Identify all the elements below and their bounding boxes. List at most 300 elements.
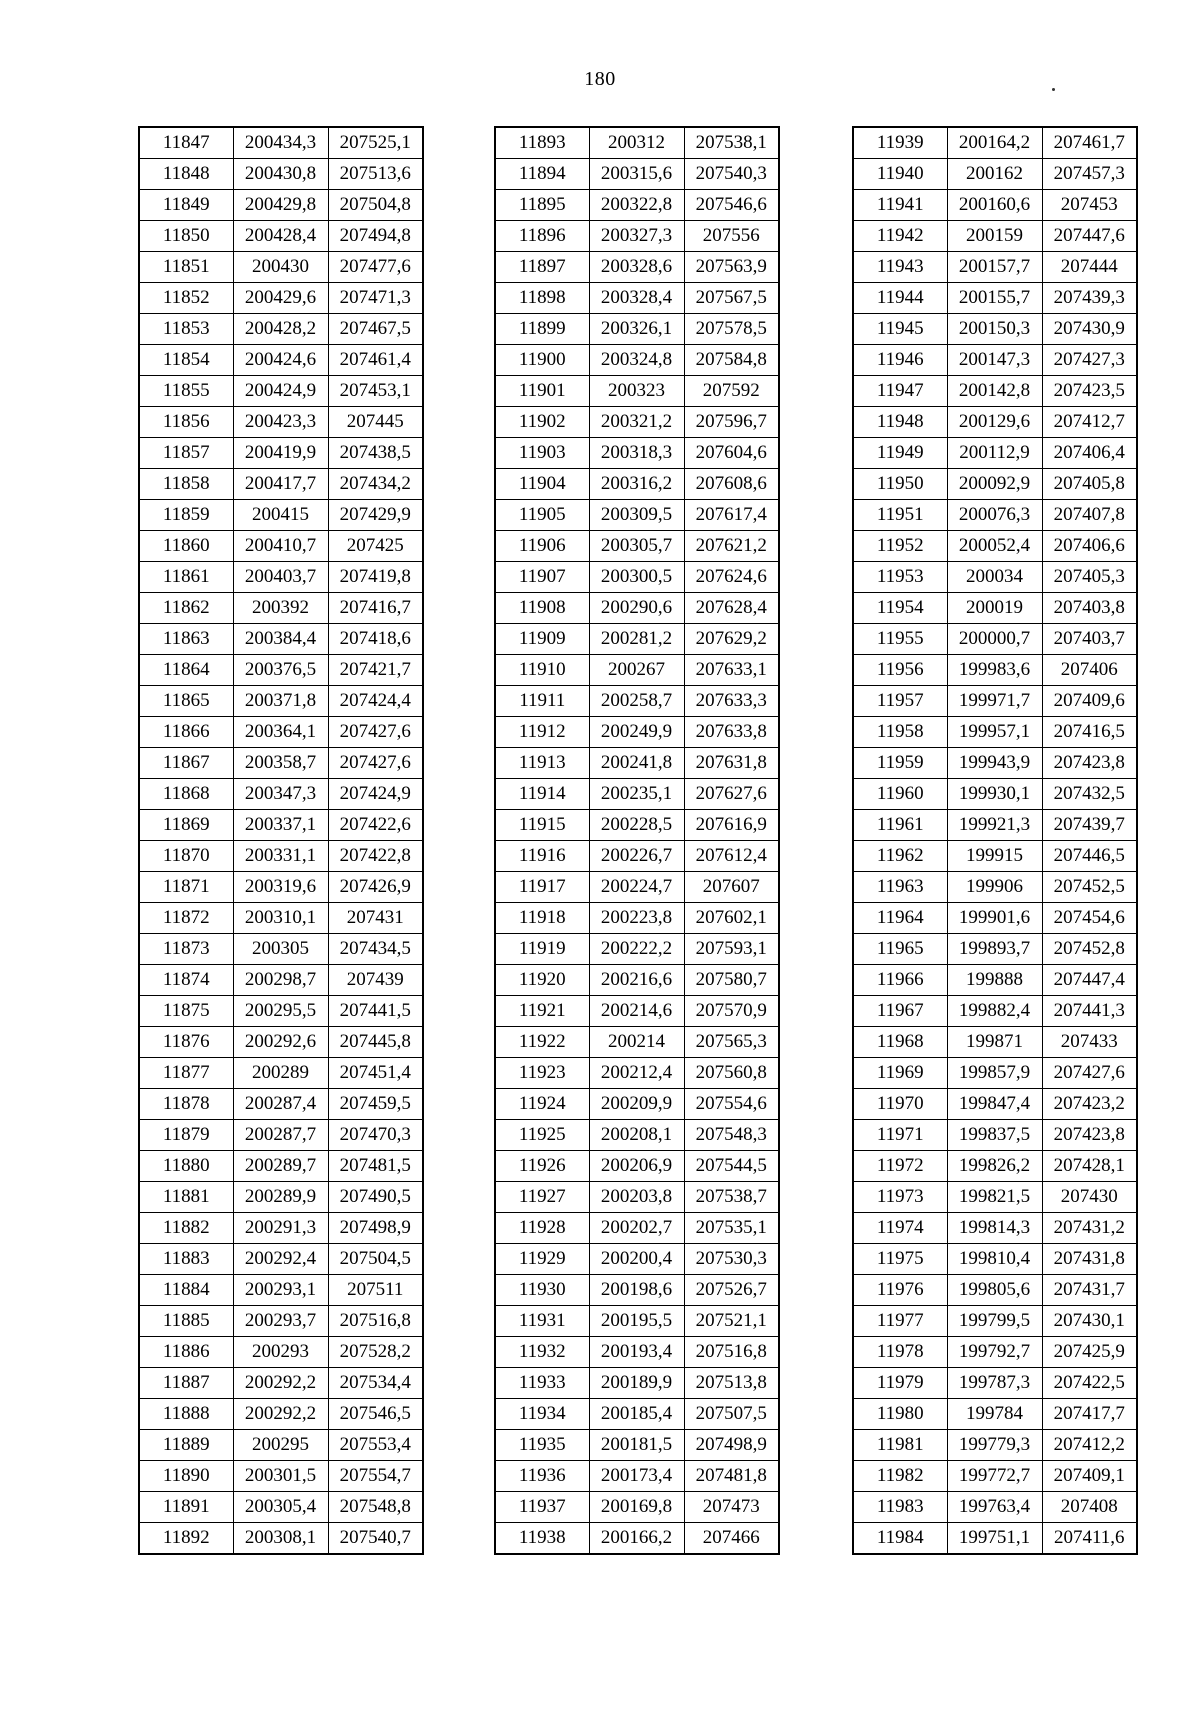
point-number-cell: 11928 — [495, 1213, 589, 1244]
point-number-cell: 11899 — [495, 314, 589, 345]
y-coordinate-cell: 207584,8 — [684, 345, 779, 376]
x-coordinate-cell: 200019 — [947, 593, 1042, 624]
point-number-cell: 11901 — [495, 376, 589, 407]
coordinates-table-2 — [494, 126, 780, 1555]
x-coordinate-cell: 200150,3 — [947, 314, 1042, 345]
table-row — [139, 1182, 423, 1213]
table-row — [853, 1523, 1137, 1555]
x-coordinate-cell: 199893,7 — [947, 934, 1042, 965]
y-coordinate-cell: 207507,5 — [684, 1399, 779, 1430]
point-number-cell: 11968 — [853, 1027, 947, 1058]
x-coordinate-cell: 200326,1 — [589, 314, 684, 345]
table-row — [495, 903, 779, 934]
x-coordinate-cell: 200293,1 — [233, 1275, 328, 1306]
point-number-cell: 11932 — [495, 1337, 589, 1368]
point-number-cell: 11877 — [139, 1058, 233, 1089]
y-coordinate-cell: 207430,1 — [1042, 1306, 1137, 1337]
table-row — [495, 469, 779, 500]
table-row — [495, 1027, 779, 1058]
point-number-cell: 11889 — [139, 1430, 233, 1461]
table-row — [853, 1244, 1137, 1275]
point-number-cell: 11848 — [139, 159, 233, 190]
point-number-cell: 11854 — [139, 345, 233, 376]
y-coordinate-cell: 207430 — [1042, 1182, 1137, 1213]
y-coordinate-cell: 207423,5 — [1042, 376, 1137, 407]
point-number-cell: 11902 — [495, 407, 589, 438]
y-coordinate-cell: 207565,3 — [684, 1027, 779, 1058]
y-coordinate-cell: 207548,3 — [684, 1120, 779, 1151]
x-coordinate-cell: 199810,4 — [947, 1244, 1042, 1275]
x-coordinate-cell: 200267 — [589, 655, 684, 686]
y-coordinate-cell: 207416,5 — [1042, 717, 1137, 748]
table-row — [853, 1213, 1137, 1244]
x-coordinate-cell: 200289,9 — [233, 1182, 328, 1213]
page-number: 180 — [584, 68, 616, 90]
x-coordinate-cell: 200159 — [947, 221, 1042, 252]
x-coordinate-cell: 200164,2 — [947, 127, 1042, 159]
point-number-cell: 11898 — [495, 283, 589, 314]
y-coordinate-cell: 207451,4 — [328, 1058, 423, 1089]
y-coordinate-cell: 207473 — [684, 1492, 779, 1523]
point-number-cell: 11887 — [139, 1368, 233, 1399]
point-number-cell: 11862 — [139, 593, 233, 624]
coordinates-table-3 — [852, 126, 1138, 1555]
y-coordinate-cell: 207471,3 — [328, 283, 423, 314]
x-coordinate-cell: 200209,9 — [589, 1089, 684, 1120]
x-coordinate-cell: 200305,7 — [589, 531, 684, 562]
point-number-cell: 11962 — [853, 841, 947, 872]
x-coordinate-cell: 200347,3 — [233, 779, 328, 810]
y-coordinate-cell: 207438,5 — [328, 438, 423, 469]
point-number-cell: 11894 — [495, 159, 589, 190]
x-coordinate-cell: 200000,7 — [947, 624, 1042, 655]
table-row — [853, 252, 1137, 283]
y-coordinate-cell: 207418,6 — [328, 624, 423, 655]
x-coordinate-cell: 200328,4 — [589, 283, 684, 314]
y-coordinate-cell: 207490,5 — [328, 1182, 423, 1213]
table-row — [139, 1430, 423, 1461]
x-coordinate-cell: 200321,2 — [589, 407, 684, 438]
x-coordinate-cell: 200112,9 — [947, 438, 1042, 469]
table-row — [853, 531, 1137, 562]
table-row — [139, 314, 423, 345]
y-coordinate-cell: 207411,6 — [1042, 1523, 1137, 1555]
x-coordinate-cell: 200292,2 — [233, 1368, 328, 1399]
y-coordinate-cell: 207439 — [328, 965, 423, 996]
x-coordinate-cell: 200337,1 — [233, 810, 328, 841]
point-number-cell: 11867 — [139, 748, 233, 779]
x-coordinate-cell: 200198,6 — [589, 1275, 684, 1306]
y-coordinate-cell: 207633,1 — [684, 655, 779, 686]
table-row — [853, 1337, 1137, 1368]
point-number-cell: 11945 — [853, 314, 947, 345]
x-coordinate-cell: 200200,4 — [589, 1244, 684, 1275]
x-coordinate-cell: 200301,5 — [233, 1461, 328, 1492]
x-coordinate-cell: 200434,3 — [233, 127, 328, 159]
table-row — [495, 221, 779, 252]
point-number-cell: 11876 — [139, 1027, 233, 1058]
point-number-cell: 11948 — [853, 407, 947, 438]
y-coordinate-cell: 207538,7 — [684, 1182, 779, 1213]
table-row — [495, 127, 779, 159]
table-row — [139, 252, 423, 283]
y-coordinate-cell: 207554,6 — [684, 1089, 779, 1120]
table-row — [139, 469, 423, 500]
table-row — [139, 345, 423, 376]
point-number-cell: 11978 — [853, 1337, 947, 1368]
x-coordinate-cell: 200195,5 — [589, 1306, 684, 1337]
x-coordinate-cell: 199805,6 — [947, 1275, 1042, 1306]
point-number-cell: 11907 — [495, 562, 589, 593]
point-number-cell: 11905 — [495, 500, 589, 531]
table-row — [853, 655, 1137, 686]
point-number-cell: 11873 — [139, 934, 233, 965]
x-coordinate-cell: 200193,4 — [589, 1337, 684, 1368]
x-coordinate-cell: 200166,2 — [589, 1523, 684, 1555]
point-number-cell: 11849 — [139, 190, 233, 221]
table-row — [853, 1430, 1137, 1461]
table-row — [853, 717, 1137, 748]
x-coordinate-cell: 200228,5 — [589, 810, 684, 841]
point-number-cell: 11982 — [853, 1461, 947, 1492]
point-number-cell: 11947 — [853, 376, 947, 407]
table-row — [495, 686, 779, 717]
table-row — [139, 655, 423, 686]
y-coordinate-cell: 207461,7 — [1042, 127, 1137, 159]
x-coordinate-cell: 200419,9 — [233, 438, 328, 469]
y-coordinate-cell: 207461,4 — [328, 345, 423, 376]
y-coordinate-cell: 207608,6 — [684, 469, 779, 500]
point-number-cell: 11976 — [853, 1275, 947, 1306]
table-row — [495, 1492, 779, 1523]
x-coordinate-cell: 200316,2 — [589, 469, 684, 500]
point-number-cell: 11969 — [853, 1058, 947, 1089]
y-coordinate-cell: 207629,2 — [684, 624, 779, 655]
point-number-cell: 11857 — [139, 438, 233, 469]
x-coordinate-cell: 200423,3 — [233, 407, 328, 438]
y-coordinate-cell: 207621,2 — [684, 531, 779, 562]
y-coordinate-cell: 207525,1 — [328, 127, 423, 159]
table-row — [495, 438, 779, 469]
table-row — [495, 934, 779, 965]
y-coordinate-cell: 207481,5 — [328, 1151, 423, 1182]
y-coordinate-cell: 207627,6 — [684, 779, 779, 810]
table-row — [139, 438, 423, 469]
table-row — [139, 965, 423, 996]
x-coordinate-cell: 200202,7 — [589, 1213, 684, 1244]
x-coordinate-cell: 200169,8 — [589, 1492, 684, 1523]
y-coordinate-cell: 207570,9 — [684, 996, 779, 1027]
y-coordinate-cell: 207417,7 — [1042, 1399, 1137, 1430]
y-coordinate-cell: 207513,8 — [684, 1368, 779, 1399]
y-coordinate-cell: 207447,4 — [1042, 965, 1137, 996]
table-row — [853, 593, 1137, 624]
x-coordinate-cell: 199921,3 — [947, 810, 1042, 841]
table-row — [495, 779, 779, 810]
y-coordinate-cell: 207433 — [1042, 1027, 1137, 1058]
table-row — [853, 438, 1137, 469]
x-coordinate-cell: 200312 — [589, 127, 684, 159]
x-coordinate-cell: 200371,8 — [233, 686, 328, 717]
point-number-cell: 11954 — [853, 593, 947, 624]
y-coordinate-cell: 207556 — [684, 221, 779, 252]
x-coordinate-cell: 199814,3 — [947, 1213, 1042, 1244]
y-coordinate-cell: 207406,4 — [1042, 438, 1137, 469]
y-coordinate-cell: 207470,3 — [328, 1120, 423, 1151]
point-number-cell: 11872 — [139, 903, 233, 934]
point-number-cell: 11920 — [495, 965, 589, 996]
y-coordinate-cell: 207434,2 — [328, 469, 423, 500]
y-coordinate-cell: 207416,7 — [328, 593, 423, 624]
y-coordinate-cell: 207457,3 — [1042, 159, 1137, 190]
table-row — [139, 1244, 423, 1275]
x-coordinate-cell: 200429,6 — [233, 283, 328, 314]
point-number-cell: 11939 — [853, 127, 947, 159]
point-number-cell: 11870 — [139, 841, 233, 872]
x-coordinate-cell: 200323 — [589, 376, 684, 407]
table-row — [495, 1523, 779, 1555]
y-coordinate-cell: 207633,3 — [684, 686, 779, 717]
point-number-cell: 11973 — [853, 1182, 947, 1213]
x-coordinate-cell: 200403,7 — [233, 562, 328, 593]
x-coordinate-cell: 200430 — [233, 252, 328, 283]
point-number-cell: 11953 — [853, 562, 947, 593]
table-row — [495, 1151, 779, 1182]
table-row — [139, 376, 423, 407]
table-row — [495, 314, 779, 345]
point-number-cell: 11922 — [495, 1027, 589, 1058]
point-number-cell: 11904 — [495, 469, 589, 500]
table-row — [495, 841, 779, 872]
point-number-cell: 11918 — [495, 903, 589, 934]
y-coordinate-cell: 207445,8 — [328, 1027, 423, 1058]
table-row — [495, 1275, 779, 1306]
table-row — [853, 1027, 1137, 1058]
point-number-cell: 11874 — [139, 965, 233, 996]
x-coordinate-cell: 200322,8 — [589, 190, 684, 221]
table-row — [853, 500, 1137, 531]
y-coordinate-cell: 207534,4 — [328, 1368, 423, 1399]
table-row — [495, 1182, 779, 1213]
point-number-cell: 11957 — [853, 686, 947, 717]
table-row — [853, 1399, 1137, 1430]
table-row — [495, 748, 779, 779]
y-coordinate-cell: 207425 — [328, 531, 423, 562]
point-number-cell: 11921 — [495, 996, 589, 1027]
y-coordinate-cell: 207431 — [328, 903, 423, 934]
x-coordinate-cell: 199983,6 — [947, 655, 1042, 686]
table-row — [853, 314, 1137, 345]
x-coordinate-cell: 200287,7 — [233, 1120, 328, 1151]
table-row — [495, 1368, 779, 1399]
y-coordinate-cell: 207511 — [328, 1275, 423, 1306]
x-coordinate-cell: 200052,4 — [947, 531, 1042, 562]
point-number-cell: 11929 — [495, 1244, 589, 1275]
y-coordinate-cell: 207403,7 — [1042, 624, 1137, 655]
table-row — [495, 1213, 779, 1244]
table-row — [853, 469, 1137, 500]
x-coordinate-cell: 200160,6 — [947, 190, 1042, 221]
x-coordinate-cell: 200287,4 — [233, 1089, 328, 1120]
x-coordinate-cell: 199882,4 — [947, 996, 1042, 1027]
x-coordinate-cell: 200142,8 — [947, 376, 1042, 407]
table-row — [853, 686, 1137, 717]
table-row — [139, 779, 423, 810]
point-number-cell: 11975 — [853, 1244, 947, 1275]
y-coordinate-cell: 207427,3 — [1042, 345, 1137, 376]
table-row — [495, 345, 779, 376]
point-number-cell: 11965 — [853, 934, 947, 965]
point-number-cell: 11880 — [139, 1151, 233, 1182]
table-row — [495, 1399, 779, 1430]
table-row — [853, 965, 1137, 996]
y-coordinate-cell: 207477,6 — [328, 252, 423, 283]
x-coordinate-cell: 200310,1 — [233, 903, 328, 934]
table-row — [495, 562, 779, 593]
y-coordinate-cell: 207459,5 — [328, 1089, 423, 1120]
point-number-cell: 11908 — [495, 593, 589, 624]
y-coordinate-cell: 207409,6 — [1042, 686, 1137, 717]
y-coordinate-cell: 207544,5 — [684, 1151, 779, 1182]
point-number-cell: 11885 — [139, 1306, 233, 1337]
point-number-cell: 11864 — [139, 655, 233, 686]
point-number-cell: 11883 — [139, 1244, 233, 1275]
x-coordinate-cell: 199792,7 — [947, 1337, 1042, 1368]
y-coordinate-cell: 207424,4 — [328, 686, 423, 717]
point-number-cell: 11950 — [853, 469, 947, 500]
x-coordinate-cell: 199971,7 — [947, 686, 1042, 717]
x-coordinate-cell: 199888 — [947, 965, 1042, 996]
table-row — [495, 283, 779, 314]
point-number-cell: 11886 — [139, 1337, 233, 1368]
y-coordinate-cell: 207441,5 — [328, 996, 423, 1027]
y-coordinate-cell: 207624,6 — [684, 562, 779, 593]
x-coordinate-cell: 199751,1 — [947, 1523, 1042, 1555]
y-coordinate-cell: 207419,8 — [328, 562, 423, 593]
point-number-cell: 11938 — [495, 1523, 589, 1555]
point-number-cell: 11926 — [495, 1151, 589, 1182]
point-number-cell: 11958 — [853, 717, 947, 748]
y-coordinate-cell: 207430,9 — [1042, 314, 1137, 345]
y-coordinate-cell: 207427,6 — [1042, 1058, 1137, 1089]
x-coordinate-cell: 200157,7 — [947, 252, 1042, 283]
table-row — [853, 407, 1137, 438]
x-coordinate-cell: 200092,9 — [947, 469, 1042, 500]
table-row — [139, 1368, 423, 1399]
table-row — [495, 1089, 779, 1120]
table-row — [495, 1058, 779, 1089]
point-number-cell: 11933 — [495, 1368, 589, 1399]
x-coordinate-cell: 200428,4 — [233, 221, 328, 252]
point-number-cell: 11937 — [495, 1492, 589, 1523]
y-coordinate-cell: 207602,1 — [684, 903, 779, 934]
x-coordinate-cell: 199847,4 — [947, 1089, 1042, 1120]
table-row — [853, 1058, 1137, 1089]
y-coordinate-cell: 207426,9 — [328, 872, 423, 903]
y-coordinate-cell: 207631,8 — [684, 748, 779, 779]
point-number-cell: 11913 — [495, 748, 589, 779]
y-coordinate-cell: 207546,5 — [328, 1399, 423, 1430]
table-row — [853, 1306, 1137, 1337]
point-number-cell: 11972 — [853, 1151, 947, 1182]
x-coordinate-cell: 200249,9 — [589, 717, 684, 748]
x-coordinate-cell: 200324,8 — [589, 345, 684, 376]
x-coordinate-cell: 200364,1 — [233, 717, 328, 748]
table-row — [853, 1089, 1137, 1120]
point-number-cell: 11912 — [495, 717, 589, 748]
y-coordinate-cell: 207423,8 — [1042, 1120, 1137, 1151]
x-coordinate-cell: 200155,7 — [947, 283, 1042, 314]
y-coordinate-cell: 207504,8 — [328, 190, 423, 221]
table-row — [139, 996, 423, 1027]
table-row — [139, 1275, 423, 1306]
table-row — [495, 996, 779, 1027]
table-row — [495, 1120, 779, 1151]
table-row — [853, 1182, 1137, 1213]
table-row — [495, 810, 779, 841]
y-coordinate-cell: 207432,5 — [1042, 779, 1137, 810]
table-row — [139, 1120, 423, 1151]
point-number-cell: 11858 — [139, 469, 233, 500]
point-number-cell: 11963 — [853, 872, 947, 903]
y-coordinate-cell: 207567,5 — [684, 283, 779, 314]
y-coordinate-cell: 207409,1 — [1042, 1461, 1137, 1492]
x-coordinate-cell: 199826,2 — [947, 1151, 1042, 1182]
x-coordinate-cell: 200319,6 — [233, 872, 328, 903]
y-coordinate-cell: 207530,3 — [684, 1244, 779, 1275]
y-coordinate-cell: 207431,2 — [1042, 1213, 1137, 1244]
point-number-cell: 11927 — [495, 1182, 589, 1213]
x-coordinate-cell: 200309,5 — [589, 500, 684, 531]
x-coordinate-cell: 200292,6 — [233, 1027, 328, 1058]
y-coordinate-cell: 207452,5 — [1042, 872, 1137, 903]
x-coordinate-cell: 199901,6 — [947, 903, 1042, 934]
point-number-cell: 11895 — [495, 190, 589, 221]
point-number-cell: 11970 — [853, 1089, 947, 1120]
y-coordinate-cell: 207528,2 — [328, 1337, 423, 1368]
point-number-cell: 11850 — [139, 221, 233, 252]
table-row — [139, 872, 423, 903]
point-number-cell: 11936 — [495, 1461, 589, 1492]
y-coordinate-cell: 207427,6 — [328, 748, 423, 779]
point-number-cell: 11893 — [495, 127, 589, 159]
x-coordinate-cell: 200417,7 — [233, 469, 328, 500]
x-coordinate-cell: 199837,5 — [947, 1120, 1042, 1151]
y-coordinate-cell: 207592 — [684, 376, 779, 407]
table-row — [495, 655, 779, 686]
table-row — [853, 159, 1137, 190]
y-coordinate-cell: 207454,6 — [1042, 903, 1137, 934]
x-coordinate-cell: 200327,3 — [589, 221, 684, 252]
x-coordinate-cell: 199799,5 — [947, 1306, 1042, 1337]
y-coordinate-cell: 207535,1 — [684, 1213, 779, 1244]
y-coordinate-cell: 207604,6 — [684, 438, 779, 469]
point-number-cell: 11951 — [853, 500, 947, 531]
table-row — [853, 779, 1137, 810]
table-row — [495, 1244, 779, 1275]
point-number-cell: 11946 — [853, 345, 947, 376]
y-coordinate-cell: 207422,5 — [1042, 1368, 1137, 1399]
table-row — [495, 407, 779, 438]
table-row — [139, 841, 423, 872]
point-number-cell: 11961 — [853, 810, 947, 841]
table-row — [853, 1492, 1137, 1523]
point-number-cell: 11878 — [139, 1089, 233, 1120]
point-number-cell: 11868 — [139, 779, 233, 810]
point-number-cell: 11952 — [853, 531, 947, 562]
y-coordinate-cell: 207434,5 — [328, 934, 423, 965]
y-coordinate-cell: 207453,1 — [328, 376, 423, 407]
